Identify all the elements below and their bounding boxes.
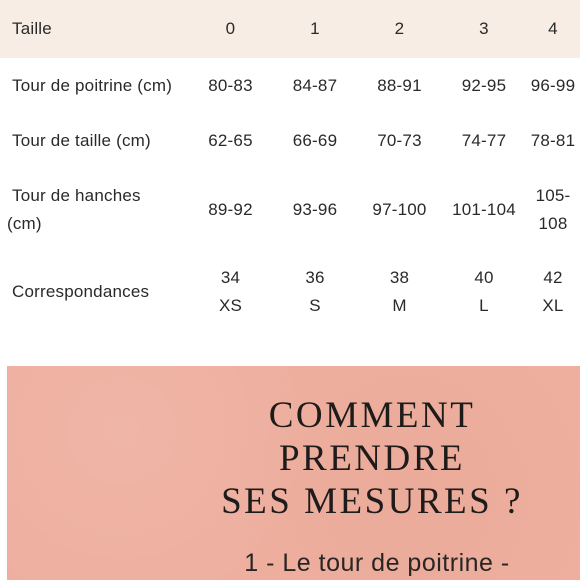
table-row-waist bbox=[0, 114, 580, 168]
letter-size: M bbox=[392, 296, 407, 315]
banner-title bbox=[197, 394, 547, 523]
waist-value: 78-81 bbox=[530, 131, 576, 150]
correspondence-cell bbox=[526, 252, 580, 332]
waist-value: 66-69 bbox=[292, 131, 338, 150]
hips-value: 89-92 bbox=[208, 200, 253, 219]
measurement-guide-banner bbox=[7, 366, 580, 580]
bust-value: 80-83 bbox=[208, 76, 253, 95]
hips-value-line2: 108 bbox=[538, 214, 568, 233]
fr-size-number: 38 bbox=[389, 268, 410, 287]
waist-label: Tour de taille (cm) bbox=[12, 131, 151, 150]
bust-value: 84-87 bbox=[292, 76, 338, 95]
fr-size-number: 34 bbox=[220, 268, 241, 287]
size-3-header: 3 bbox=[479, 19, 489, 38]
banner-step-heading: 1 - Le tour de poitrine - bbox=[244, 549, 510, 577]
size-header-label: Taille bbox=[12, 19, 52, 38]
table-row-hips bbox=[0, 168, 580, 252]
letter-size: S bbox=[309, 296, 321, 315]
waist-value: 70-73 bbox=[377, 131, 422, 150]
hips-value-line1: 105- bbox=[535, 186, 571, 205]
bust-value: 96-99 bbox=[530, 76, 576, 95]
fr-size-number: 42 bbox=[543, 268, 563, 287]
letter-size: XS bbox=[218, 296, 243, 315]
banner-title-line: SES MESURES ? bbox=[221, 481, 523, 522]
bust-label: Tour de poitrine (cm) bbox=[12, 76, 173, 95]
table-header-row bbox=[0, 0, 580, 58]
banner-title-line: COMMENT bbox=[268, 395, 476, 436]
waist-value: 62-65 bbox=[208, 131, 253, 150]
waist-value: 74-77 bbox=[461, 131, 507, 150]
size-4-header: 4 bbox=[548, 19, 558, 38]
fr-size-number: 36 bbox=[305, 268, 325, 287]
size-0-header: 0 bbox=[225, 19, 236, 38]
correspondence-cell bbox=[188, 252, 273, 332]
correspondence-cell bbox=[442, 252, 526, 332]
size-2-header: 2 bbox=[394, 19, 405, 38]
bust-value: 88-91 bbox=[377, 76, 422, 95]
fr-size-number: 40 bbox=[474, 268, 494, 287]
hips-value: 101-104 bbox=[452, 200, 516, 219]
hips-value: 93-96 bbox=[292, 200, 338, 219]
hips-label-line1: Tour de hanches bbox=[12, 186, 141, 205]
size-1-header: 1 bbox=[310, 19, 320, 38]
hips-value-size-4 bbox=[526, 168, 580, 252]
table-row-correspondences bbox=[0, 252, 580, 332]
letter-size: XL bbox=[542, 296, 564, 315]
bust-value: 92-95 bbox=[461, 76, 507, 95]
banner-title-line: PRENDRE bbox=[278, 438, 466, 479]
correspondence-cell bbox=[357, 252, 442, 332]
table-row-bust bbox=[0, 58, 580, 114]
letter-size: L bbox=[479, 296, 489, 315]
correspondence-cell bbox=[273, 252, 357, 332]
hips-value: 97-100 bbox=[372, 200, 427, 219]
hips-label-line2: (cm) bbox=[7, 214, 42, 233]
hips-label bbox=[0, 168, 188, 252]
correspondences-label: Correspondances bbox=[12, 282, 150, 301]
